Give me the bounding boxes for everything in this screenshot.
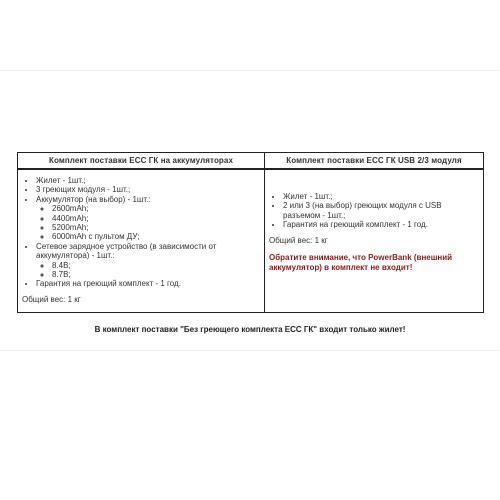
list-item: ◦ 5200mAh; [52, 223, 260, 232]
header-usb-kit: Комплект поставки ЕСС ГК USB 2/3 модуля [265, 153, 484, 170]
list-item: ◦ 8.4В; [52, 261, 260, 270]
header-battery-kit: Комплект поставки ЕСС ГК на аккумуляторах [18, 153, 265, 170]
list-item: • Жилет - 1шт.; [283, 192, 479, 201]
table-row [18, 169, 484, 313]
list-item: ◦ 8.7В; [52, 270, 260, 279]
battery-kit-cell [18, 169, 265, 313]
usb-kit-cell [265, 169, 484, 313]
kit-comparison-table [17, 152, 484, 313]
list-item: ◦ 2600mAh; [52, 204, 260, 213]
battery-options-list [36, 204, 260, 242]
top-divider [0, 70, 500, 71]
battery-kit-list [22, 176, 260, 289]
list-item: • 3 греющих модуля - 1шт.; [36, 185, 260, 194]
battery-choice-label: Аккумулятор (на выбор) - 1шт.: [36, 194, 151, 204]
usb-kit-list [269, 192, 479, 230]
powerbank-warning: Обратите внимание, что PowerBank (внешний аккумулятор) в комплект не входит! [269, 253, 453, 273]
usb-kit-weight: Общий вес: 1 кг [269, 235, 328, 245]
charger-options-list [36, 261, 260, 280]
list-item: • Гарантия на греющий комплект - 1 год. [283, 220, 479, 229]
list-item [36, 195, 260, 242]
footer-note: В комплект поставки "Без греющего комплекта ЕСС ГК" входит только жилет! [94, 325, 406, 334]
table-header-row [18, 153, 484, 170]
list-item: ◦ 4400mAh; [52, 214, 260, 223]
charger-label: Сетевое зарядное устройство (в зависимости от аккумулятора) - 1шт.: [36, 241, 217, 261]
list-item: • Жилет - 1шт.; [36, 176, 260, 185]
list-item: • Гарантия на греющий комплект - 1 год. [36, 279, 260, 288]
list-item: • 2 или 3 (на выбор) греющих модуля с USB разъемом - 1шт.; [283, 201, 479, 220]
bottom-divider [0, 350, 500, 351]
battery-kit-weight: Общий вес: 1 кг [22, 294, 81, 304]
list-item: ◦ 6000mAh с пультом ДУ; [52, 232, 260, 241]
list-item [36, 242, 260, 280]
